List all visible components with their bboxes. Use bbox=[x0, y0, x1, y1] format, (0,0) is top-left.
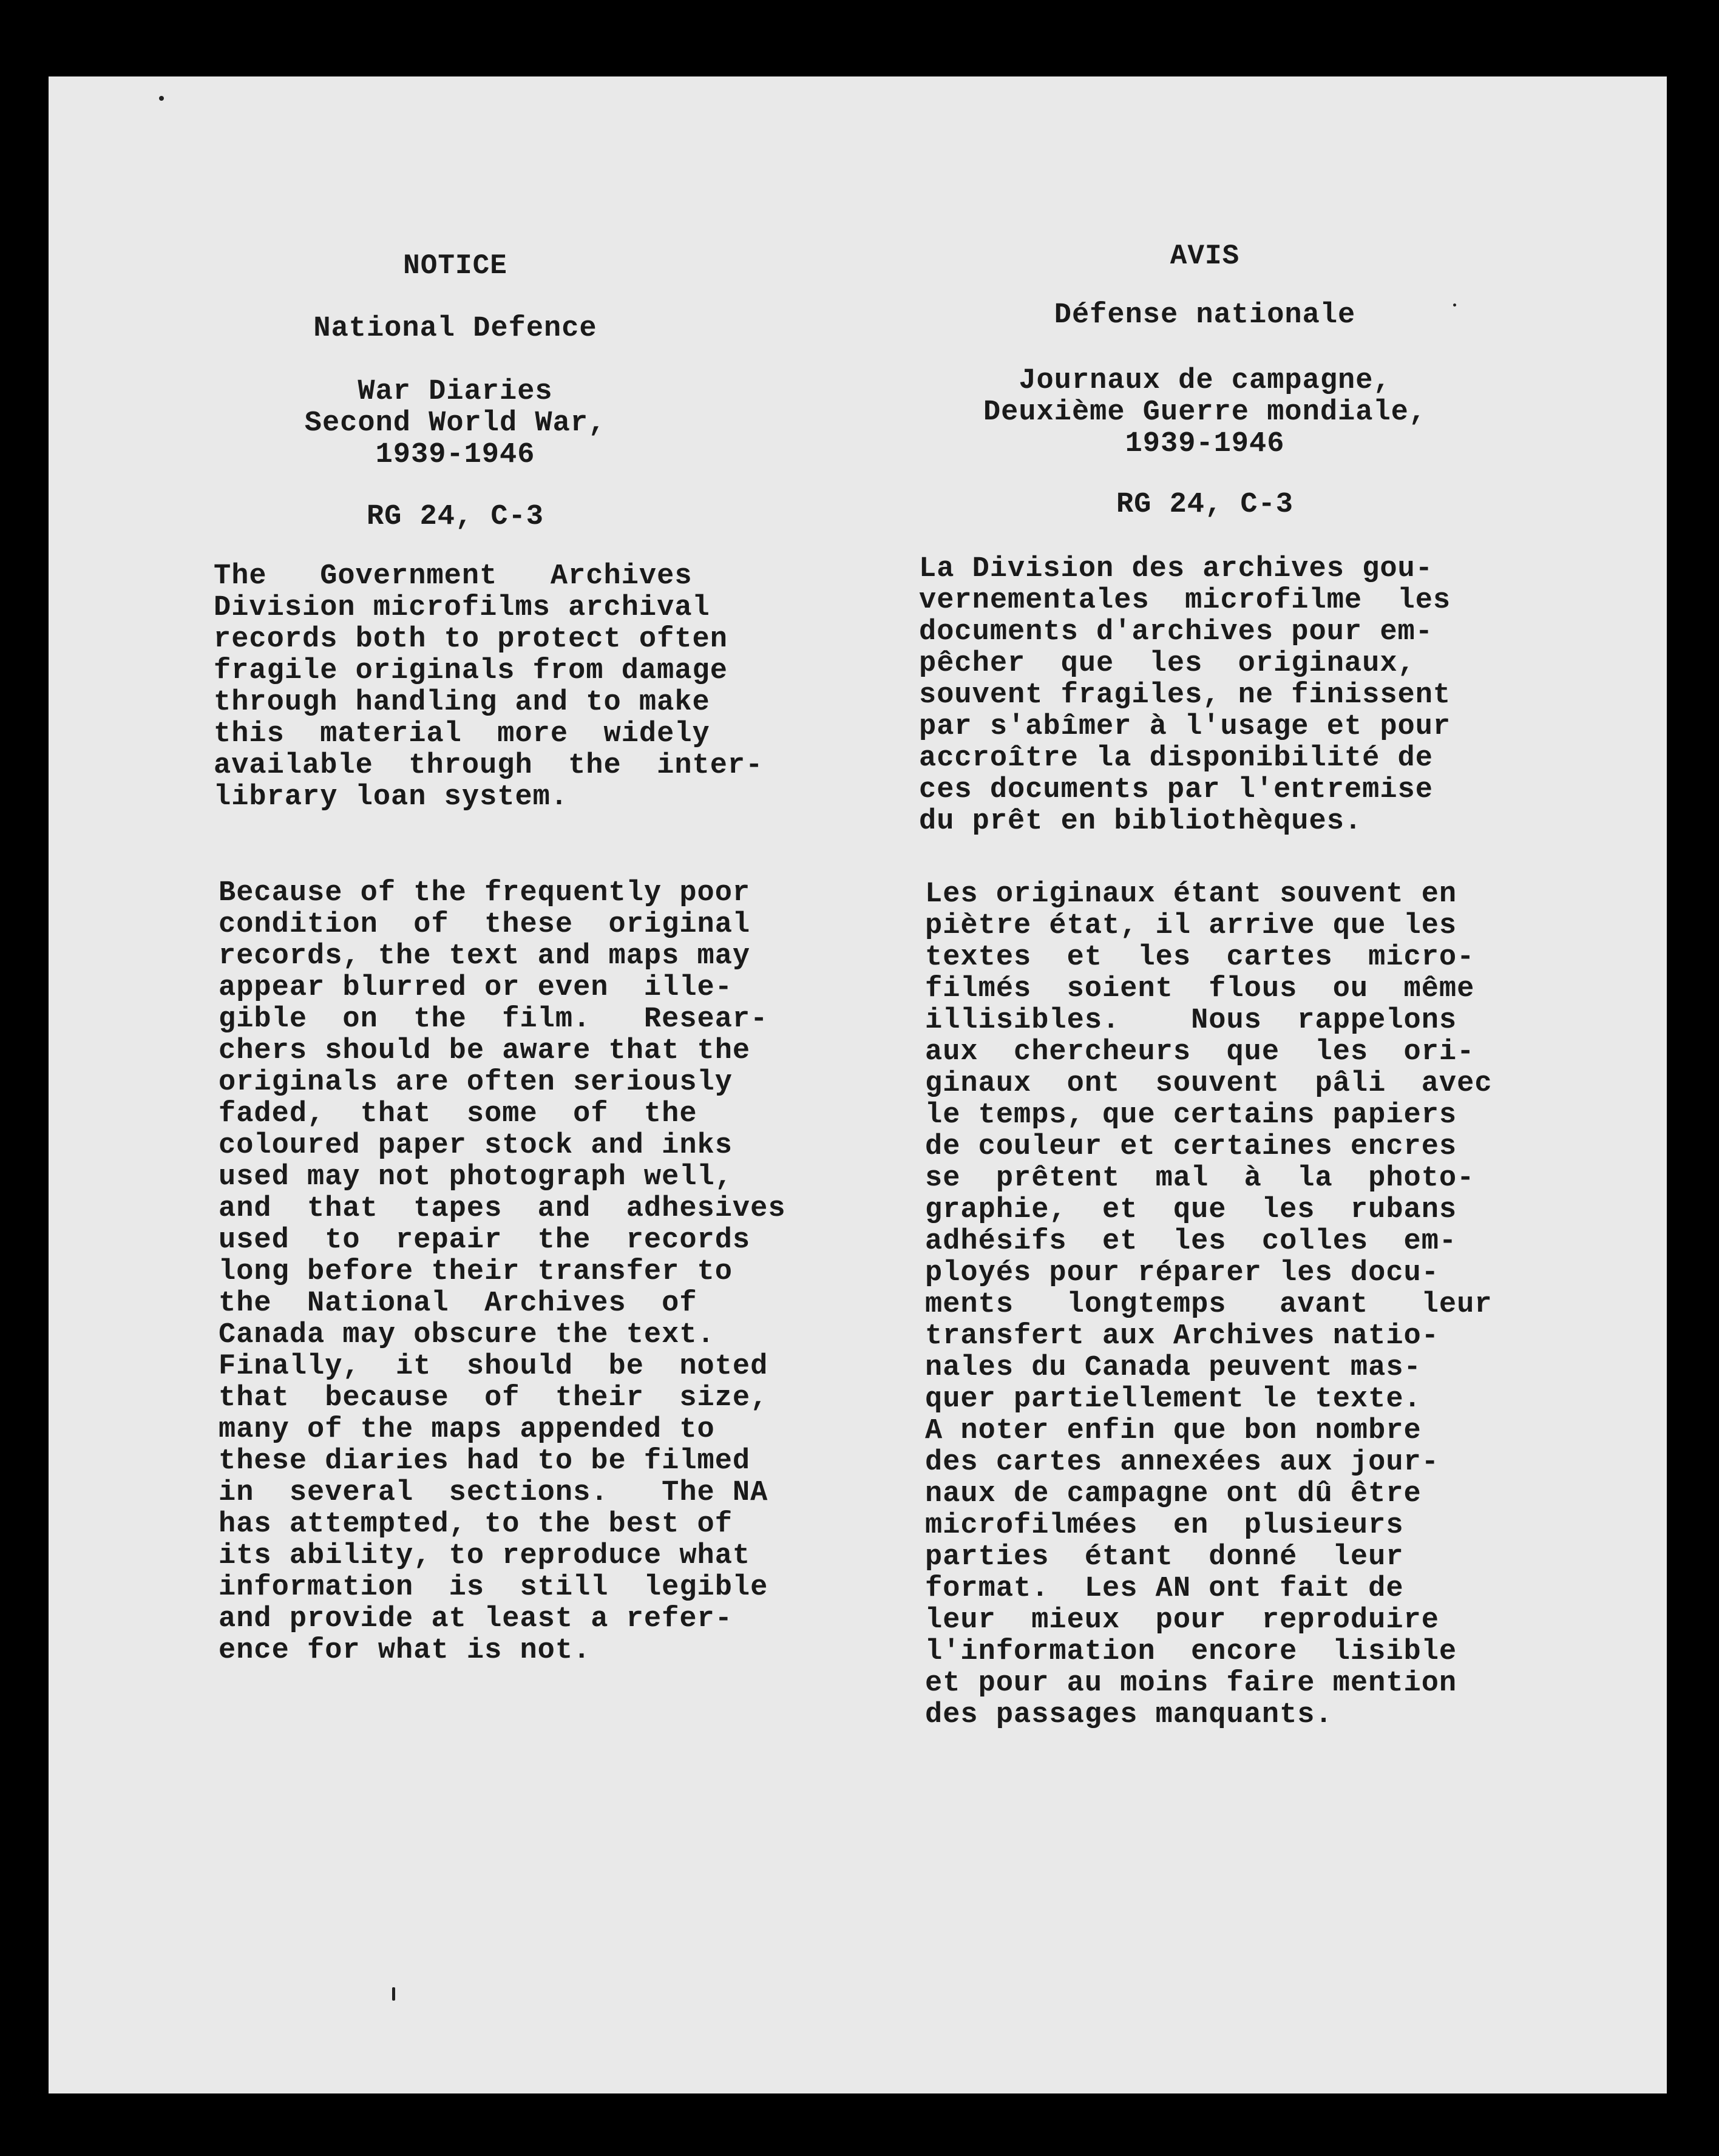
avis-p2-line: filmés soient flous ou même bbox=[925, 973, 1475, 1005]
avis-p2-line: des cartes annexées aux jour- bbox=[925, 1446, 1439, 1479]
notice-p1-line: this material more widely bbox=[214, 718, 710, 750]
avis-p2-line: l'information encore lisible bbox=[925, 1636, 1457, 1668]
avis-p2-line: naux de campagne ont dû être bbox=[925, 1478, 1422, 1510]
avis-p2-line: aux chercheurs que les ori- bbox=[925, 1036, 1475, 1068]
notice-p2-line: its ability, to reproduce what bbox=[219, 1540, 751, 1572]
notice-p2-line: appear blurred or even ille- bbox=[219, 972, 733, 1004]
avis-p1-line: ces documents par l'entremise bbox=[919, 774, 1433, 806]
avis-p1-line: La Division des archives gou- bbox=[919, 553, 1433, 585]
avis-p2-line: se prêtent mal à la photo- bbox=[925, 1162, 1475, 1195]
scan-speck bbox=[159, 96, 164, 101]
notice-heading: NOTICE bbox=[403, 250, 507, 282]
notice-p1-line: records both to protect often bbox=[214, 623, 728, 656]
avis-p2-line: Les originaux étant souvent en bbox=[925, 878, 1457, 910]
avis-p2-line: parties étant donné leur bbox=[925, 1541, 1404, 1573]
avis-p2-line: ginaux ont souvent pâli avec bbox=[925, 1068, 1493, 1100]
avis-p2-line: de couleur et certaines encres bbox=[925, 1131, 1457, 1163]
notice-p2-line: used may not photograph well, bbox=[219, 1161, 733, 1193]
notice-p2-line: and provide at least a refer- bbox=[219, 1603, 733, 1635]
avis-p1-line: du prêt en bibliothèques. bbox=[919, 805, 1363, 838]
notice-p2-line: coloured paper stock and inks bbox=[219, 1130, 733, 1162]
notice-p2-line: Because of the frequently poor bbox=[219, 877, 751, 909]
avis-series-line-2: Deuxième Guerre mondiale, bbox=[983, 396, 1427, 429]
avis-p2-line: illisibles. Nous rappelons bbox=[925, 1005, 1457, 1037]
avis-p2-line: des passages manquants. bbox=[925, 1699, 1333, 1731]
avis-p2-line: microfilmées en plusieurs bbox=[925, 1510, 1404, 1542]
notice-p2-line: that because of their size, bbox=[219, 1382, 768, 1414]
notice-series-line-1: War Diaries bbox=[358, 376, 553, 408]
notice-p2-line: information is still legible bbox=[219, 1571, 768, 1604]
notice-p1-line: The Government Archives bbox=[214, 560, 693, 592]
notice-p1-line: through handling and to make bbox=[214, 686, 710, 719]
notice-p2-line: in several sections. The NA bbox=[219, 1477, 768, 1509]
avis-p2-line: et pour au moins faire mention bbox=[925, 1667, 1457, 1700]
notice-p2-line: these diaries had to be filmed bbox=[219, 1445, 751, 1477]
avis-p1-line: vernementales microfilme les bbox=[919, 585, 1451, 617]
notice-p2-line: used to repair the records bbox=[219, 1224, 751, 1256]
avis-p2-line: leur mieux pour reproduire bbox=[925, 1604, 1439, 1636]
notice-p1-line: Division microfilms archival bbox=[214, 592, 710, 624]
notice-p2-line: faded, that some of the bbox=[219, 1098, 697, 1130]
notice-p2-line: many of the maps appended to bbox=[219, 1414, 715, 1446]
notice-p2-line: has attempted, to the best of bbox=[219, 1508, 733, 1541]
document-page bbox=[49, 76, 1667, 2093]
notice-p2-line: and that tapes and adhesives bbox=[219, 1193, 786, 1225]
notice-p2-line: originals are often seriously bbox=[219, 1066, 733, 1099]
avis-p2-line: ments longtemps avant leur bbox=[925, 1289, 1493, 1321]
avis-p2-line: textes et les cartes micro- bbox=[925, 941, 1475, 974]
notice-p2-line: the National Archives of bbox=[219, 1287, 697, 1320]
avis-series-line-3: 1939-1946 bbox=[1125, 428, 1285, 460]
avis-p1-line: documents d'archives pour em- bbox=[919, 616, 1433, 648]
avis-department: Défense nationale bbox=[1054, 299, 1356, 331]
notice-p2-line: long before their transfer to bbox=[219, 1256, 733, 1288]
notice-p1-line: library loan system. bbox=[214, 781, 569, 813]
notice-p2-line: chers should be aware that the bbox=[219, 1035, 751, 1067]
avis-p2-line: le temps, que certains papiers bbox=[925, 1099, 1457, 1131]
notice-p2-line: Canada may obscure the text. bbox=[219, 1319, 715, 1351]
scan-speck bbox=[1453, 303, 1456, 307]
avis-p2-line: piètre état, il arrive que les bbox=[925, 910, 1457, 942]
avis-reference: RG 24, C-3 bbox=[1116, 489, 1294, 521]
avis-p2-line: A noter enfin que bon nombre bbox=[925, 1415, 1422, 1447]
notice-p2-line: ence for what is not. bbox=[219, 1635, 591, 1667]
avis-p1-line: souvent fragiles, ne finissent bbox=[919, 679, 1451, 711]
avis-p2-line: nales du Canada peuvent mas- bbox=[925, 1352, 1422, 1384]
notice-series-line-3: 1939-1946 bbox=[375, 439, 535, 471]
avis-p2-line: transfert aux Archives natio- bbox=[925, 1320, 1439, 1352]
notice-reference: RG 24, C-3 bbox=[366, 501, 544, 533]
avis-p2-line: adhésifs et les colles em- bbox=[925, 1225, 1457, 1258]
avis-p1-line: accroître la disponibilité de bbox=[919, 742, 1433, 775]
avis-p2-line: graphie, et que les rubans bbox=[925, 1194, 1457, 1226]
scan-speck bbox=[392, 1987, 395, 2001]
notice-p2-line: Finally, it should be noted bbox=[219, 1351, 768, 1383]
avis-p2-line: quer partiellement le texte. bbox=[925, 1383, 1422, 1415]
notice-p1-line: fragile originals from damage bbox=[214, 655, 728, 687]
notice-p2-line: records, the text and maps may bbox=[219, 940, 751, 972]
notice-series-line-2: Second World War, bbox=[304, 407, 606, 439]
avis-p2-line: format. Les AN ont fait de bbox=[925, 1573, 1404, 1605]
avis-heading: AVIS bbox=[1170, 240, 1240, 272]
notice-p1-line: available through the inter- bbox=[214, 750, 764, 782]
avis-p2-line: ployés pour réparer les docu- bbox=[925, 1257, 1439, 1289]
notice-p2-line: condition of these original bbox=[219, 909, 751, 941]
notice-department: National Defence bbox=[313, 313, 597, 345]
avis-p1-line: pêcher que les originaux, bbox=[919, 648, 1416, 680]
avis-p1-line: par s'abîmer à l'usage et pour bbox=[919, 711, 1451, 743]
avis-series-line-1: Journaux de campagne, bbox=[1019, 365, 1391, 397]
notice-p2-line: gible on the film. Resear- bbox=[219, 1003, 768, 1036]
